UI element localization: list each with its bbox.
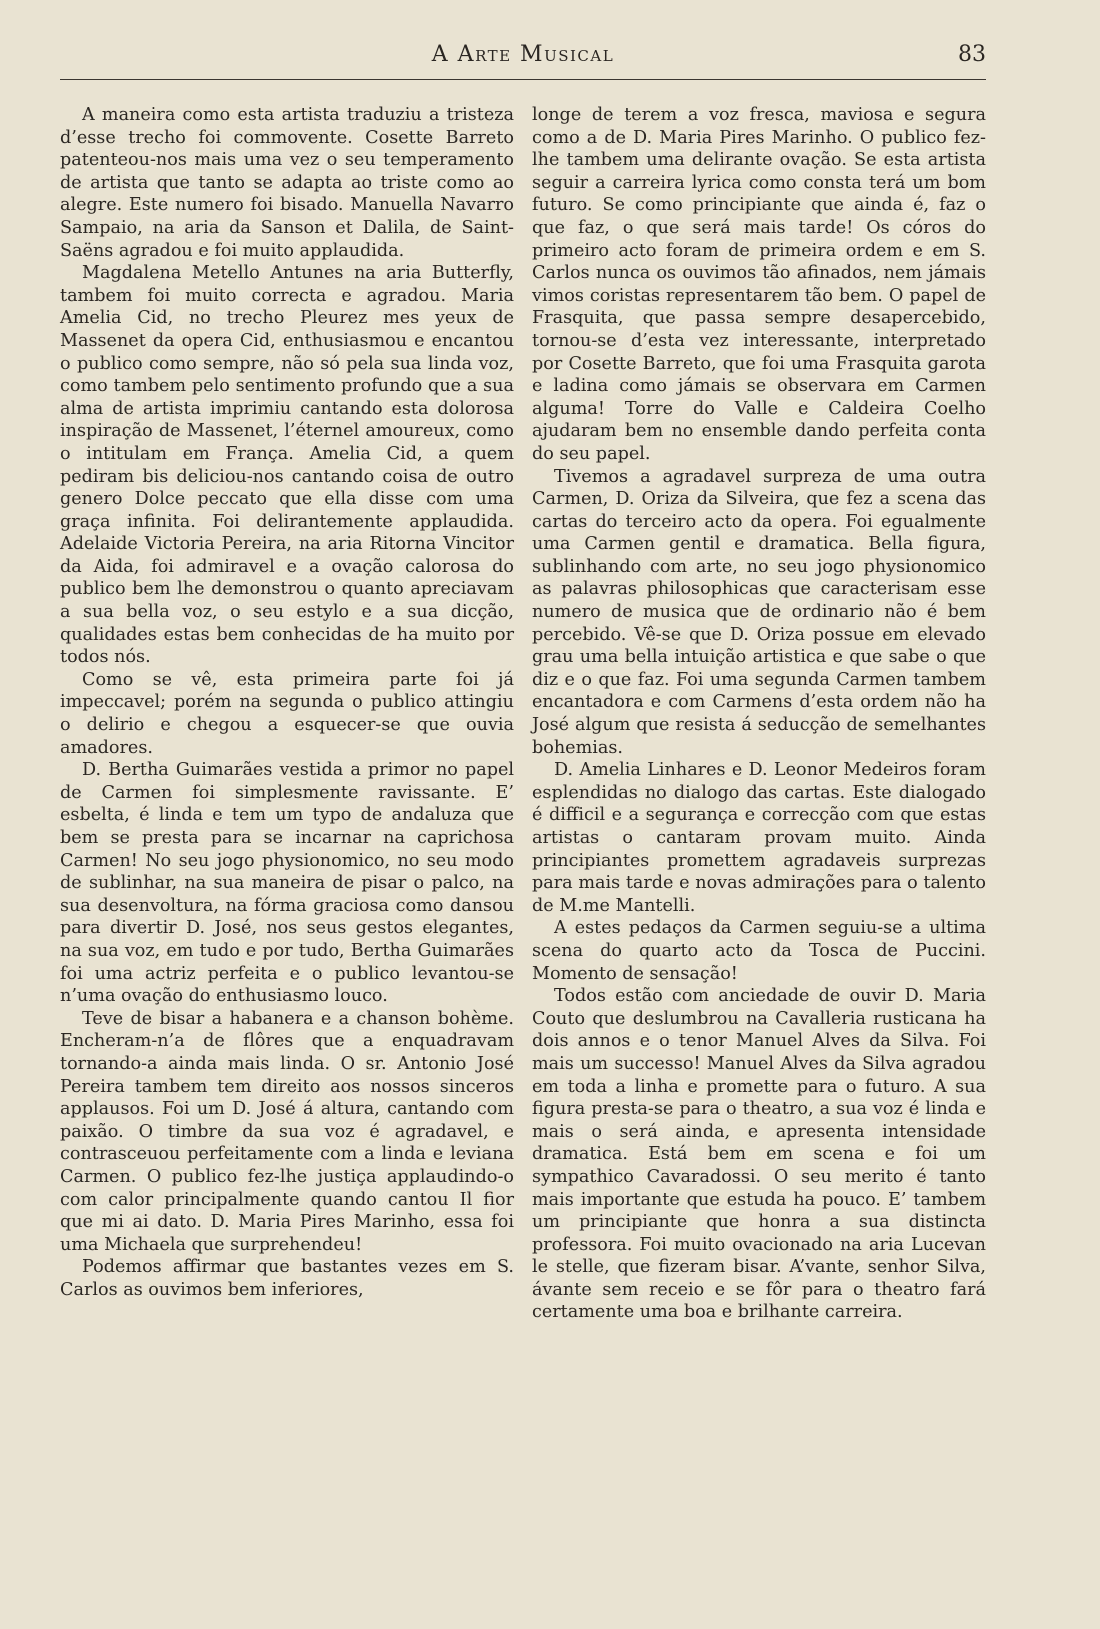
paragraph: longe de terem a voz fresca, maviosa e segura como a de D. Maria Pires Marinho. O publico fez-lhe tambem uma delirante ovação. Se esta artista seguir a carreira lyrica como consta terá um bom futuro. Se como principiante que ainda é, faz o que faz, o que será mais tarde! Os córos do primeiro acto foram de primeira ordem e em S. Carlos nunca os ouvimos tão afinados, nem jámais vimos coristas representarem tão bem. O papel de Frasquita, que passa sempre desapercebido, tornou-se d’esta vez interessante, interpretado por Cosette Barreto, que foi uma Frasquita garota e ladina como jámais se observara em Carmen alguma! Torre do Valle e Caldeira Coelho ajudaram bem no ensemble dando perfeita conta do seu papel. <box>532 105 986 464</box>
right-column <box>532 104 986 1324</box>
paragraph: D. Bertha Guimarães vestida a primor no papel de Carmen foi simplesmente ravissante. E’ esbelta, é linda e tem um typo de andaluza que bem se presta para se incarnar na caprichosa Carmen! No seu jogo physionomico, no seu modo de sublinhar, na sua maneira de pisar o palco, na sua desenvoltura, na fórma graciosa como dansou para divertir D. José, nos seus gestos elegantes, na sua voz, em tudo e por tudo, Bertha Guimarães foi uma actriz perfeita e o publico levantou-se n’uma ovação do enthusiasmo louco. <box>60 760 514 1007</box>
paragraph: Todos estão com anciedade de ouvir D. Maria Couto que deslumbrou na Cavalleria rusticana ha dois annos e o tenor Manuel Alves da Silva. Foi mais um successo! Manuel Alves da Silva agradou em toda a linha e promette para o futuro. A sua figura presta-se para o theatro, a sua voz é linda e mais o será ainda, e apresenta intensidade dramatica. Está bem em scena e foi um sympathico Cavaradossi. O seu merito é tanto mais importante que estuda ha pouco. E’ tambem um principiante que honra a sua distincta professora. Foi muito ovacionado na aria Lucevan le stelle, que fizeram bisar. A’vante, senhor Silva, ávante sem receio e se fôr para o theatro fará certamente uma boa e brilhante carreira. <box>532 986 986 1323</box>
header-rule <box>60 79 986 80</box>
left-column <box>60 104 514 1301</box>
paragraph: Podemos affirmar que bastantes vezes em S. Carlos as ouvimos bem inferiores, <box>60 1257 514 1300</box>
page-header <box>60 38 986 72</box>
page-number: 83 <box>958 42 986 67</box>
paragraph: A maneira como esta artista traduziu a tristeza d’esse trecho foi commovente. Cosette Barreto patenteou-nos mais uma vez o seu temperamento de artista que tanto se adapta ao triste como ao alegre. Este numero foi bisado. Manuella Navarro Sampaio, na aria da Sanson et Dalila, de Saint-Saëns agradou e foi muito applaudida. <box>60 105 514 261</box>
paragraph: A estes pedaços da Carmen seguiu-se a ultima scena do quarto acto da Tosca de Puccini. Momento de sensação! <box>532 918 986 984</box>
running-title: A Arte Musical <box>431 42 615 67</box>
paragraph: D. Amelia Linhares e D. Leonor Medeiros foram esplendidas no dialogo das cartas. Este dialogado é difficil e a segurança e correcção com que estas artistas o cantaram provam muito. Ainda principiantes promettem agradaveis surprezas para mais tarde e novas admirações para o talento de M.me Mantelli. <box>532 760 986 916</box>
paragraph: Tivemos a agradavel surpreza de uma outra Carmen, D. Oriza da Silveira, que fez a scena das cartas do terceiro acto da opera. Foi egualmente uma Carmen gentil e dramatica. Bella figura, sublinhando com arte, no seu jogo physionomico as palavras philosophicas que caracterisam esse numero de musica que de ordinario não é bem percebido. Vê-se que D. Oriza possue em elevado grau uma bella intuição artistica e que sabe o que diz e o que faz. Foi uma segunda Carmen tambem encantadora e com Carmens d’esta ordem não ha José algum que resista á seducção de semelhantes bohemias. <box>532 466 986 758</box>
paragraph: Magdalena Metello Antunes na aria Butterfly, tambem foi muito correcta e agradou. Maria Amelia Cid, no trecho Pleurez mes yeux de Massenet da opera Cid, enthusiasmou e encantou o publico como sempre, não só pela sua linda voz, como tambem pelo sentimento profundo que a sua alma de artista imprimiu cantando esta dolorosa inspiração de Massenet, l’éternel amoureux, como o intitulam em França. Amelia Cid, a quem pediram bis deliciou-nos cantando coisa de outro genero Dolce peccato que ella disse com uma graça infinita. Foi delirantemente applaudida. Adelaide Victoria Pereira, na aria Ritorna Vincitor da Aida, foi admiravel e a ovação calorosa do publico bem lhe demonstrou o quanto apreciavam a sua bella voz, o seu estylo e a sua dicção, qualidades estas bem conhecidas de ha muito por todos nós. <box>60 263 514 668</box>
paragraph: Como se vê, esta primeira parte foi já impeccavel; porém na segunda o publico attingiu o delirio e chegou a esquecer-se que ouvia amadores. <box>60 669 514 758</box>
paragraph: Teve de bisar a habanera e a chanson bohème. Encheram-n’a de flôres que a enquadravam tornando-a ainda mais linda. O sr. Antonio José Pereira tambem tem direito aos nossos sinceros applausos. Foi um D. José á altura, cantando com paixão. O timbre da sua voz é agradavel, e contrasceuou perfeitamente com a linda e leviana Carmen. O publico fez-lhe justiça applaudindo-o com calor principalmente quando cantou Il fior que mi ai dato. D. Maria Pires Marinho, essa foi uma Michaela que surprehendeu! <box>60 1008 514 1255</box>
